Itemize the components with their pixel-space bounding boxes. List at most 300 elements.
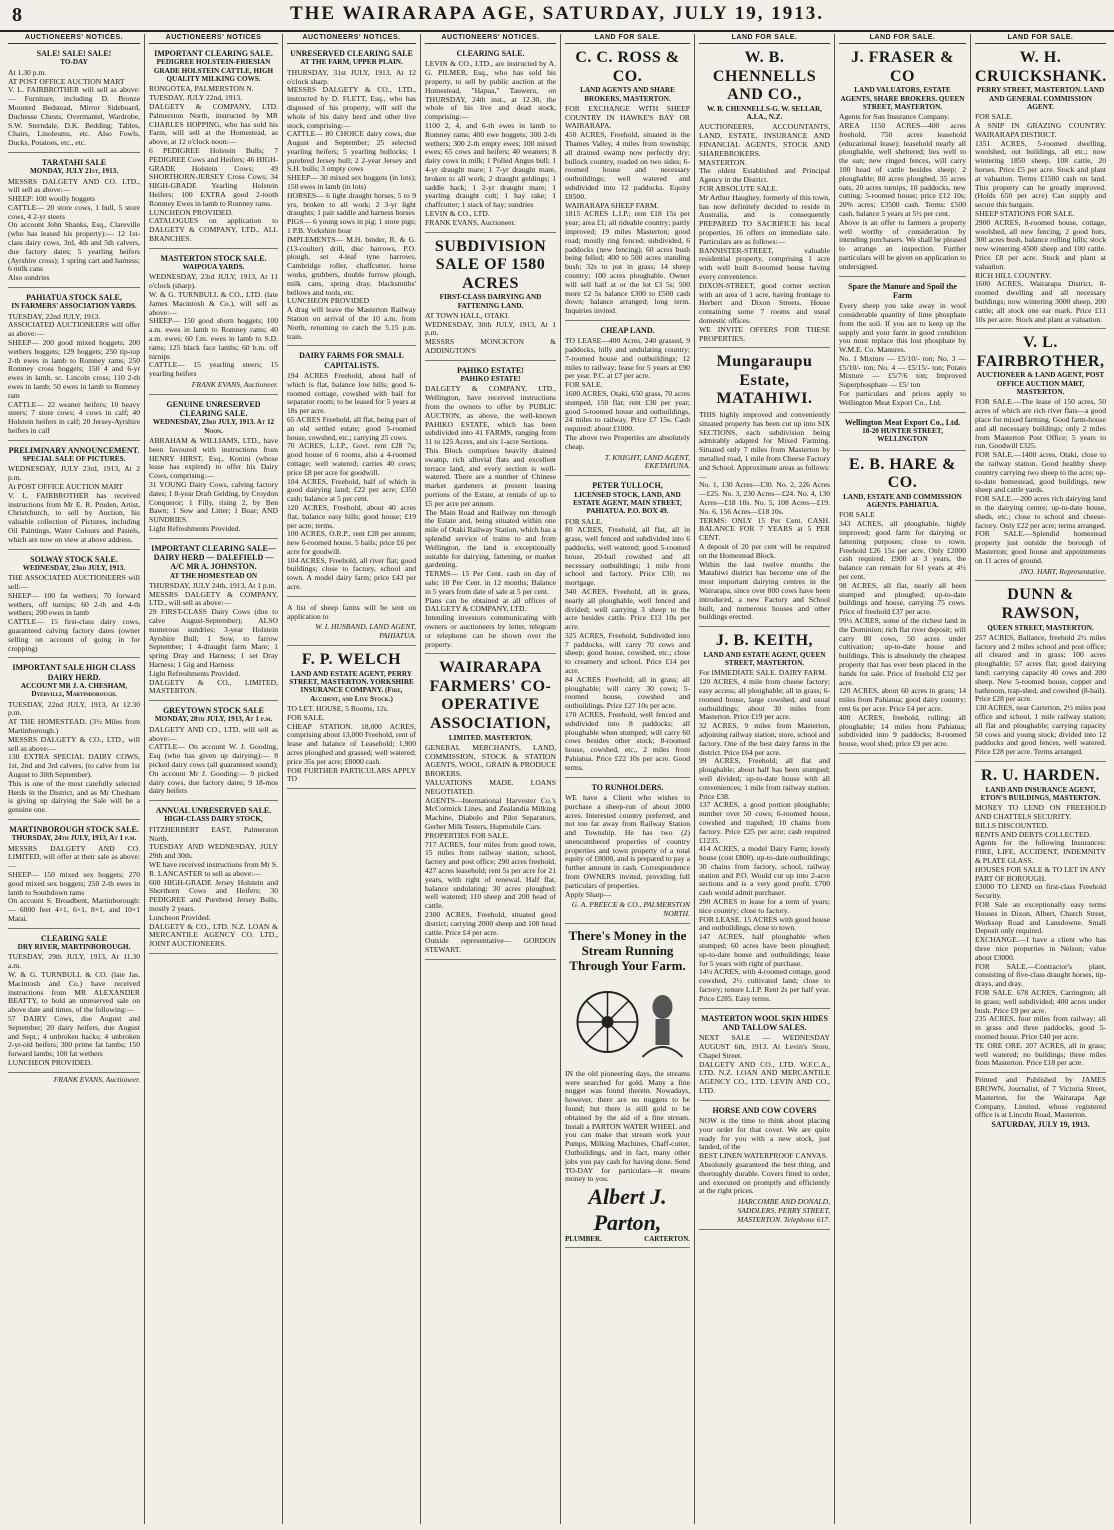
ad-line: For IMMEDIATE SALE. DAIRY FARM. [699,668,827,678]
ad-body [287,69,416,342]
advertisement [699,1104,830,1230]
column-1 [4,34,144,1524]
ad-line: FOR SALE. [975,112,1013,122]
ad-body [425,312,556,356]
ad-line: 194 ACRES Freehold, about half of which is flat, balance low hills; good 6-roomed cottage, cowshed with bail for separator room; to be leased for 5 years at 18s per acre. [287,370,416,416]
ad-line: Luncheon Provided. [149,912,211,922]
ad-line: Absolutely guaranteed the best thing, and thoroughly durable. Covers fitted to order, and executed on promptly and efficiently at the right prices. [699,1160,830,1196]
ad-subtitle: WAIPOUA YARDS. [182,263,245,272]
ad-line: DIXON-STREET, good corner section with an area of 1 acre, having frontage to Herbert and Dixon Streets. House containing some 7 rooms and usual domestic offices. [699,280,830,325]
ad-subtitle: MONDAY, 28th JULY, 1913, At 1 p.m. [154,715,273,724]
advertisement [839,416,966,451]
ad-body [975,113,1106,324]
advertisement [839,280,966,413]
ad-line: DALGETY & COMPANY, LTD., Wellington, have received instructions from the owners to offer by PUBLIC AUCTION, as above, the well-known PAHIKO ESTATE, which has been subdivided into 41 FARMS, ranging from 11 to 125 Acres, and six 1-acre Sections. [425,384,556,447]
ad-line: HOUSES FOR SALE & TO LET IN ANY PART OF BOROUGH. [975,864,1106,883]
ad-line: AT TOWN HALL, OTAKI. [425,310,510,320]
advertisement [975,47,1106,329]
ad-title: CLEARING SALE [40,933,107,943]
ad-signature: FRANK EVANS, Auctioneer. [191,379,278,389]
ad-title: W. B. CHENNELLS AND CO., [712,49,817,104]
ad-line: DALGETY AND CO., LTD. will sell as above:— [149,724,278,743]
ad-title: R. U. HARDEN. [981,767,1100,785]
column-heading: LAND FOR SALE. [839,34,966,44]
ad-subtitle: PERRY STREET, MASTERTON. LAND AND GENERAL COMMISSION AGENT. [976,86,1105,111]
ad-body [425,744,556,955]
ad-title: PAHIATUA STOCK SALE, [26,293,122,303]
ad-line: 104 ACRES, Freehold, all river flat; good buildings; close to factory, school and town. A model dairy farm; price £43 per acre. [287,555,416,592]
ad-line: GENERAL MERCHANTS, LAND, COMMISSION, STOCK & STATION AGENTS, WOOL, GRAIN & PRODUCE BROKERS. [425,742,556,779]
advertisement [565,479,690,777]
ad-line: MASTERTON. [699,157,747,167]
ad-line: RENTS AND DEBTS COLLECTED. [975,829,1092,839]
ad-line: MESSRS DALGETY AND CO. LTD., will sell as above:— [8,176,140,195]
ad-line: 104 ACRES, Freehold, half of which is good dairying land; £22 per acre; £350 cash; balance at 5 per cent. [287,476,416,504]
ad-subtitle: AUCTIONEER & LAND AGENT, POST OFFICE AUCTION MART, MASTERTON. [976,371,1105,397]
ad-line: CATTLE— 80 CHOICE dairy cows, due August and September; 25 selected yearling heifers; 5 yearling bullocks; 1 purebred Jersey bull; 2 2-year Jersey and S.H. bulls; 3 empty cows [287,129,416,174]
newspaper-title: THE WAIRARAPA AGE, SATURDAY, JULY 19, 1913. [289,3,824,24]
ad-line: CATTLE— On account W. J. Gooding, Esq (who has given up dairying):— 8 picked dairy cows (all guaranteed sound); On account Mr J. Gooding:— 9 picked dairy cows, due factory dates; 9 18-mos dairy heifers [149,742,278,796]
ad-line: 31 YOUNG Dairy Cows, calving factory dates; 1 8-year Draft Gelding, by Croydon Conqueror; 1 Filly, rising 2, by Ben Bawn; 1 Sow and Litter; 1 Boar; AND SUNDRIES. [149,479,278,525]
ad-title: Spare the Manure and Spoil the Farm [848,281,957,300]
ad-line: MESSRS DALGETY & COMPANY, LTD., will sell as above:— [149,589,278,608]
ad-line: WEDNESDAY, JULY 23rd, 1913, At 2 p.m. [8,464,140,483]
ad-line: 400 ACRES, freehold, rolling; all ploughable; 14 miles from Pahiatua; subdivided into 9 paddocks; 8-roomed house, wool shed; price £9 per acre. [839,712,966,749]
ad-title: GREYTOWN STOCK SALE [162,706,265,716]
ad-line: AT THE HOMESTEAD. (3½ Miles from Martinborough.) [8,717,140,735]
ad-signature: G. A. PREECE & CO., PALMERSTON NORTH. [571,900,690,919]
ad-body [425,60,556,227]
ad-body [975,398,1106,565]
ad-line: FRANK EVANS, Auctioneer. [425,217,516,227]
ad-line: Agents for the following Insurances: FIRE, LIFE, ACCIDENT, INDEMNITY & PLATE GLASS. [975,838,1106,866]
ad-line: BANNISTER-STREET, valuable residential property, comprising 1 acre with well built 8-roomed house having every convenience. [699,245,830,281]
ad-line: For particulars and prices apply to Wellington Meat Export Co., Ltd. [839,389,966,407]
advertisement [565,47,690,321]
ad-line: DALGETY AND CO., LTD. W.F.C.A., LTD. N.Z. LOAN AND MERCANTILE AGENCY CO., LTD. LEVIN AND CO., LTD. [699,1059,830,1095]
ad-line: SHEEP— 100 fat wethers; 70 forward wethers, off turnips; 60 2-th and 4-th wethers; 200 ewes in lamb [8,590,140,618]
ad-line: 147 ACRES, half ploughable when stumped; 60 acres have been ploughed; up-to-date house and outbuildings; lease for 5 years with right of purchase. [699,932,830,968]
ad-title: UNRESERVED CLEARING SALE [290,49,413,59]
ad-body [8,69,140,148]
ad-body [8,574,140,653]
ad-line: 98 ACRES, all flat, nearly all been stumped and ploughed; up-to-date buildings and house, carrying 75 cows. Price of freehold £37 per acre. [839,580,966,617]
ad-line: TUESDAY AND WEDNESDAY, JULY 29th and 30th. [149,842,278,861]
ad-line: FOR Sale an exceptionally easy terms Houses in Dixon, Albert, Church Street, Worksop Road and Lansdowne. Small Deposit only required. [975,900,1106,936]
advertisement [149,804,278,954]
column-8 [970,34,1110,1524]
ad-body [839,511,966,749]
ad-line: WE have received instructions from Mr S. R. LANCASTER to sell as above:— [149,859,278,878]
ad-title: GENUINE UNRESERVED CLEARING SALE. [166,399,261,418]
advertisement [839,47,966,276]
ad-line: 600 HIGH-GRADE Jersey Holstein and Shorthorn Cows and Heifers; 30 PEDIGREE and Purebred Jersey Bulls, mostly 2 years. [149,877,278,913]
advertisement [287,649,416,789]
advertisement [149,252,278,395]
ad-body [699,123,830,343]
parton-town: CARTERTON. [644,1235,690,1244]
ad-line: FOR SALE. 678 ACRES, Carrington; all in grass; well subdivided; 400 acres under bush. Price £9 per acre. [975,987,1106,1015]
ad-line: LUNCHEON PROVIDED. [149,207,233,217]
advertisement [8,156,140,288]
parton-body: IN the old pioneering days, the streams were searched for gold. Many a fine nugget was found therein. Nowadays, however, there are no nuggets to be found; but there is still gold to be obtained by the aid of a fine stream. Install a PARTON WATER WHEEL and you can make that stream work your Pumps, Milking Machines, Chaff-cutter, Outbuildings, and in fact, many other jobs you pay cash for having done. Send TO-DAY for particulars—it means money to you. [565,1068,690,1184]
ad-subtitle: PEDIGREE HOLSTEIN-FRIESIAN GRADE HOLSTEIN CATTLE, HIGH QUALITY MILKING COWS. [153,58,274,84]
ad-line: TUESDAY, JULY 22nd, 1913. [149,93,243,103]
ad-line: 57 DAIRY Cows, due August and September; 20 dairy heifers, due August and Sept.; 4 unbroken hacks; 4 unbroken 2-yr-old heifers; 300 prime fat lambs; 150 forward lambs; 100 fat wethers [8,1013,140,1059]
ad-line: RICH HILL COUNTRY. [975,270,1052,280]
ad-body [699,411,830,622]
ad-line: IMPLEMENTS— M.H. binder, R. & G. (13-coulter) drill, disc harrows, P.O. plough, set 4-leaf tyne harrows, Cambridge roller, chaffcutter, horse works, grubbers, double furrow plough, milk cans, spring dray, blacksmiths' bellows and tools, etc. [287,234,416,297]
ad-subtitle: 18-20 HUNTER STREET, WELLINGTON [862,426,943,444]
ad-line: 170 ACRES, Freehold, well fenced and subdivided into 8 paddocks; all ploughable when stumped; will carry 60 cows besides other stock; 8-roomed house, cowshed, etc., 2 miles from Pahiatua. Price £22 10s per acre. Good terms. [565,710,690,772]
ad-title: PAHIKO ESTATE! [457,365,524,375]
ad-title: J. B. KEITH, [715,632,814,650]
ad-line: ASSOCIATED AUCTIONEERS will offer as above:— [8,320,140,339]
water-wheel-icon [565,977,690,1067]
ad-line: FOR LEASE. 15 ACRES with good house and outbuildings, close to town. [699,914,830,933]
ad-line: 84 ACRES Freehold; all in grass; all ploughable; will carry 30 cows; 5-roomed house, cowshed and outbuildings. Price £27 10s per acre. [565,674,690,711]
ad-line: TERMS— 15 Per Cent. cash on day of sale; 10 Per Cent. in 12 months; Balance in 5 years from date of sale at 5 per cent. [425,569,556,596]
ad-subtitle: SPECIAL SALE OF PICTURES. [22,455,126,464]
ad-line: FOR SALE.—The lease of 150 acres, 50 acres of which are rich river flats—a good place for mixed farming. Good farm-house and all necessary buildings; only 2 miles from Masterton Post Office; 5 years to run. Goodwill £325. [975,397,1106,451]
ad-title: TARATAHI SALE [41,157,107,167]
ad-line: FITZHERBERT EAST, Palmerston North. [149,824,278,843]
ad-line: 80 ACRES, Freehold, all flat, all in grass, well fenced and subdivided into 6 paddocks, well watered; good 5-roomed house, 20-bail cowshed and all necessary outbuildings; 1 mile from school and factory. Price £30; no mortgage. [565,525,690,588]
ad-line: Apply Sharp— [565,889,612,899]
column-4 [420,34,560,1524]
column-heading: LAND FOR SALE. [699,34,830,44]
ad-line: 130 EXTRA SPECIAL DAIRY COWS, 1st, 2nd and 3rd calvers, (to calve from 1st August to 30th September). [8,752,140,779]
ad-line: 32 ACRES, 9 miles from Masterton, adjoining railway station, store, school and factory. One of the best dairy farms in the district. Price £64 per acre. [699,721,830,757]
ad-line: 130 ACRES, near Carterton, 2½ miles post office and school, 1 mile railway station; all flat and ploughable; carrying capacity 50 cows and young stock; divided into 12 paddocks and good fences, well watered. Price £28 per acre. Terms arranged. [975,703,1106,757]
ad-line: CATTLE— 20 store cows, 1 bull, 5 store cows, 4 2-yr steers [8,202,140,221]
ad-line: SHEEP STATIONS FOR SALE. [975,209,1075,218]
ad-title: SUBDIVISION SALE OF 1580 ACRES [434,237,547,292]
ad-line: FOR SALE [839,510,875,520]
ad-title: C. C. ROSS & CO. [575,49,680,85]
ad-title: MASTERTON STOCK SALE. [160,253,267,263]
ad-line: 235 ACRES, four miles from railway; all in grass and three paddocks, good 5-roomed house. Price £40 per acre. [975,1014,1106,1041]
ad-subtitle: LAND AND INSURANCE AGENT, ETON'S BUILDINGS, MASTERTON. [980,785,1101,802]
ad-line: WAIRARAPA SHEEP FARM. [565,200,659,210]
ad-subtitle: LAND AGENTS AND SHARE BROKERS, MASTERTON. [580,86,675,103]
ad-line: AREA 1150 ACRES—400 acres freehold, 750 acres leasehold (educational lease); leasehold nearly all ploughable, well sheltered; lies well to the sun; new ringed fences, will carry 100 head of cattle besides sheep; 2 ploughable; 80 acres ploughed, 35 acres oats, 20 acres turnips, 10 paddocks, new cutting; 5-roomed house; price £12 10s; 20% acres; £3500 cash. Terms: £500 cash, balance 5 years at 5½ per cent. [839,121,966,218]
ad-line: At 1.30 p.m. [8,67,47,77]
ad-line: MESSRS DALGETY AND CO. LIMITED, will offer at their sale as above:— [8,843,140,871]
ad-line: THURSDAY, 31st JULY, 1913, At 12 o'clock sharp. [287,67,416,86]
ad-line: MESSRS DALGETY & CO., LTD., instructed by D. FLETT, Esq., who has disposed of his property, will sell the whole of his dairy herd and other live stock, comprising:— [287,85,416,130]
ad-body [287,372,416,592]
ad-line: 1815 ACRES L.I.P.; rent £18 15s per year; area £1; all rideable country; partly improved; 19 miles Masterton; good road; mostly ring fenced; subdivided, 6 paddocks (new fencing); 60 acres bush being felled; 400 to 500 acres standing bush; 32s to put in grass; 14 sheep country; 100 acres ploughable. Owner will sell half at or the lot £3 5s; 500 more £2 5s balance £300 to £500 cash down; balance arranged; long term. Inquiries invited. [565,209,690,316]
advertisement [425,47,556,232]
advertisement [149,704,278,801]
parton-trade: PLUMBER. [565,1235,602,1244]
columns-container [4,34,1110,1528]
ad-body [699,1034,830,1096]
ad-line: CATALOGUES on application to DALGETY & COMPANY, LTD., ALL BRANCHES. [149,216,278,243]
ad-body [565,105,690,316]
ad-line: The above two Properties are absolutely cheap. [565,433,690,451]
ad-line: 450 ACRES, Freehold, situated in the Thames Valley, 4 miles from township; all drained swamp now perfectly dry; bullock country, roaded on two sides; 6-roomed house and necessary outbuildings; well watered and subdivided into 12 paddocks. Equity £8500. [565,130,690,201]
ad-line: 340 ACRES, Freehold, all in grass, nearly all ploughable, well fenced and divided; well carrying 3 sheep to the acre besides cattle. Price £13 10s per acre. [565,586,690,632]
ad-subtitle: AT THE HOMESTEAD ON [169,571,258,580]
masthead [0,0,1114,32]
ad-body [565,518,690,773]
ad-subtitle: AT THE FARM, UPPER PLAIN. [300,58,403,67]
ad-line: PIGS— 6 young sows in pig; 1 store pigs; 1 P.B. Yorkshire boar [287,217,416,236]
ad-line: TO LET. HOUSE, 5 Rooms, 12s. [287,703,389,713]
ad-line: LUNCHEON PROVIDED. [8,1057,92,1067]
advertisement [975,765,1106,1073]
ad-line: THE ASSOCIATED AUCTIONEERS will sell:— [8,573,140,592]
advertisement [8,661,140,820]
ad-subtitle: THURSDAY, 24th JULY, 1913, At 1 p.m. [11,834,137,843]
ad-line: 343 ACRES, all ploughable, highly improved; good farm for dairying or fattening purposes; close to town. Freehold £26 15s per acre. Only £2000 cash required. £900 at 3 years, the balance can remain for 61 years at 4½ per cent. [839,519,966,581]
ad-subtitle: MONDAY, JULY 21st, 1913. [29,167,119,176]
ad-body [149,826,278,949]
advertisement [8,444,140,550]
ad-subtitle: LAND AND ESTATE AGENT, QUEEN STREET, MASTERTON. [703,650,826,668]
ad-title: TO RUNHOLDERS. [591,782,664,792]
parton-headline: There's Money in the Stream Running Through Your Farm. [568,928,687,973]
ad-line: TUESDAY, 22nd JULY, 1913. [8,311,101,321]
ad-title: DUNN & RAWSON, [1001,586,1080,622]
ad-signature: W. I. HUSBAND, LAND AGENT, PAHIATUA. [315,622,416,641]
ad-line: 1600 ACRES, Otaki, 650 grass, 70 acres stumped, 150 flat; rent £30 per year; good 5-roomed house and outbuildings, 24 miles to railway. Price £7 15s. Cash required: about £1000. [565,389,690,434]
ad-title: SOLWAY STOCK SALE. [30,554,118,564]
ad-line: At POST OFFICE AUCTION MART [8,482,124,492]
ad-title: J. FRASER & CO [851,49,954,85]
ad-body [149,582,278,696]
printer-imprint: Printed and Published by JAMES BROWN, Journalist, of 7 Victoria Street, Masterton, for the Wairarapa Age Company, Limited, whose registered office is at Lincoln Road, Masterton. [975,1075,1106,1120]
ad-title: PETER TULLOCH, [592,481,663,491]
ad-line: FOR EXCHANGE WITH SHEEP COUNTRY IN HAWKE'S BAY OR WAIRARAPA. [565,103,690,131]
ad-subtitle: LICENSED STOCK, LAND, AND ESTATE AGENT, MAIN STREET, PAHIATUA. P.O. BOX 49. [573,490,682,516]
ad-line: 70 ACRES, L.I.P., Govt. rent £28 7s; good house of 6 rooms, also a 4-roomed cottage; well watered; carries 40 cows; price £8 per acre for goodwill. [287,441,416,477]
advertisement [699,47,830,348]
ad-subtitle: QUEEN STREET, MASTERTON. [987,623,1094,632]
ad-line: 290 ACRES to lease for a term of years; nice country; close to factory. [699,897,830,915]
ad-subtitle: W. B. CHENNELLS-G. W. SELLAR, A.I.A., N.Z. [707,104,822,122]
advertisement [699,1012,830,1101]
ad-line: 100 ACRES, O.R.P., rent £28 per annum; new 6-roomed house, 5 bails; price £6 per acre for goodwill. [287,529,416,556]
ad-line: V. L. FAIRBROTHER has received instructions from Mr E. R. Pruden, Artist, Christchurch, to sell by Auction, his valuable collection of Pictures, including Oil Paintings, Water Colours and Pastels, which are now on view at above address. [8,490,140,544]
ad-subtitle: IN FARMERS' ASSOCIATION YARDS. [11,302,137,311]
ad-line: Light Refreshments Provided. [149,668,241,678]
advertisement [699,630,830,1009]
column-7 [834,34,970,1524]
advertisement [839,454,966,754]
ad-line: The oldest Established and Principal Agency in the District. [699,166,830,185]
ad-title: ANNUAL UNRESERVED SALE. [155,806,272,816]
ad-line: CATTLE— 15 yearling steers; 15 yearling heifers [149,360,278,379]
ad-body [975,634,1106,757]
ad-title: PRELIMINARY ANNOUNCEMENT. [8,445,140,455]
ad-line: CATTLE— 22 weaner heifers; 10 heavy steers; 7 store cows; 4 cows in calf; 40 Holstein heifers in calf; 20 Jersey-Ayrshire heifers in calf [8,399,140,436]
ad-line: FOR SALE.—200 acres rich dairying land in the dairying centre; up-to-date house, sheds, etc.; close to school and cheese-factory. Only £22 per acre; terms arranged. [975,494,1106,530]
ad-title: V. L. FAIRBROTHER, [976,334,1105,370]
ad-line: Above is an offer to farmers a property well worthy of consideration by intending purchasers. We shall be pleased to arrange an inspection. Further particulars will be given on application to undersigned. [839,217,966,271]
column-2 [144,34,282,1524]
ad-line: W. & G. TURNBULL & CO. (late Jas. Macintosh and Co.) have received instructions from MR ALEXANDER BEATTY, to hold an unreserved sale on above date and times, of the following:— [8,969,140,1015]
ad-line: 99 ACRES, Freehold; all flat and ploughable; about half has been stumped; well divided; up-to-date house with all conveniences; 1 mile from railway station. Price £38. [699,756,830,801]
ad-line: TO LEASE—400 Acres, 240 grassed, 9 paddocks, hilly and undulating country; 7-roomed house and outbuildings; 12 miles to railway; lease for 5 years at £90 per year. P.C. at £7 per acre. [565,336,690,381]
ad-line: 414 ACRES, a model Dairy Farm; lovely house (cost £800), up-to-date outbuildings; 30 chains from factory, school, railway station and P.O. Would cut up into 2-acre sections and is a very good profit. £700 cash would admit purchaser. [699,844,830,898]
ad-line: PROPERTIES FOR SALE. [425,830,509,840]
advertisement [425,657,556,960]
column-heading: AUCTIONEERS' NOTICES. [287,34,416,44]
ad-body [149,85,278,243]
ad-body [975,804,1106,1068]
ad-line: MESSRS MONCKTON & ADDINGTON'S [425,337,556,356]
advertisement [287,349,416,596]
ad-subtitle: LIMITED. MASTERTON. [448,733,533,742]
ad-line: TE ORE ORE. 207 ACRES, all in grass; well watered; no buildings; three miles from Masterton. Price £18 per acre. [975,1040,1106,1068]
ad-line: THURSDAY, JULY 24th, 1913, At 1 p.m. [149,580,277,590]
ad-line: A list of sheep farms will be sent on application to [287,602,416,621]
advertisement [287,47,416,346]
ad-line: No. 1 Mixture — £5/10/- ton; No. 3 — £5/10/- ton; No. 4 — £5/15/- ton; Potato Mixture — £5/7/6 ton; Improved Superphosphate — £5/ ton [839,353,966,390]
parton-name: Albert J. Parton, [588,1184,667,1235]
ad-line: 717 ACRES, four miles from good town, 15 miles from railway station, school, factory and post office; 290 acres freehold, 427 acres leasehold; rent 5s per acre for 21 years, with right of renewal. Half flat, balance undulating; 30 acres ploughed; well watered; 110 sheep and 200 head of cattle. [425,839,556,911]
ad-line: Intending investors communicating with owners or auctioneers by letter, telegram or telephone can be shown over the property. [425,613,556,649]
ad-subtitle: DRY RIVER, MARTINBOROUGH. [17,943,131,952]
ad-line: V. L. FAIRBROTHER will sell as above:— Furniture, including D. Bronze Mounted Bedstead, Mirror Sideboard, Duchesse Chests, Overmantel, Wardrobe, S.W. Sterndale, D.K. Bedding; Tables, Chairs, Linoleums, etc. Also Fowls, Ducks, Potatoes, etc., etc. [8,85,140,148]
ad-line: HORSES— 6 light draught horses, 5 to 9 yrs, broken to all work; 2 3-yr light draughts; 1 pair saddle and harness horses [287,190,416,218]
ad-line: FOR SALE. [565,380,603,390]
ad-body [8,313,140,436]
advertisement [8,932,140,1073]
ad-line: AUCTIONEERS, ACCOUNTANTS, LAND, ESTATE, INSURANCE AND FINANCIAL AGENTS, STOCK AND SHAREBROKERS. [699,122,830,158]
advertisement [287,600,416,646]
ad-title: WAIRARAPA FARMERS' CO-OPERATIVE ASSOCIATION, [429,659,552,732]
ad-line: WE have a Client who wishes to purchase a sheep-run of about 3000 acres. Interested country preferred, and not too far away from Railway Station and Township. He has two (2) unencumbered properties of country properties and town property of a total equity of £8000, and is prepared to pay a further amount in cash. Correspondence from OWNERS invited, providing full particulars of properties. [565,792,690,890]
ad-line: WEDNESDAY, 23rd JULY, 1913, At 11 o'clock (sharp). [149,272,278,291]
ad-line: RONGOTEA, PALMERSTON N. [149,84,254,94]
ad-line: Outside representative— GORDON STEWART. [425,936,556,955]
advertisement [975,584,1106,762]
ad-subtitle: HIGH-CLASS DAIRY STOCK, [164,815,263,824]
column-heading: AUCTIONEERS' NOTICES. [8,34,140,44]
ad-line: FOR SALE.—Contractor's plant, consisting of five-class draught horses, tip-drays, and dray. [975,961,1106,989]
ad-line: SHEEP— 200 good mixed hoggets; 200 wethers hoggets; 129 hoggets; 250 tip-top 2-th ewes in lamb to Romney rams; 250 Romney cross hoggets; 150 4 and 6-yr ewes in lamb, sc. Lincoln cross; 110 2-th ewes in lamb; 50 ewes in lamb to Romney ram [8,338,140,400]
ad-line: Every sheep you take away in wool considerable quantity of lime phosphate from the soil. If you are to keep up the supply and your farm in good condition you must replace this lost phosphate by W.M.E. Co. Manures. [839,301,966,355]
ad-body [149,726,278,796]
ad-line: DALGETY & CO., LTD. N.Z. LOAN & MERCANTILE AGENCY CO. LTD., JOINT AUCTIONEERS. [149,921,278,949]
ad-line: SHEEP— 150 mixed sex hoggets; 270 good mixed sex hoggets; 250 2-th ewes in lamb to Southdown rams [8,869,140,897]
advertisement [8,291,140,441]
ad-line: LEVIN & CO., LTD., are instructed by A. G. PILMER, Esq., who has sold his property, to sell by public auction at the Homestead, "Hapua," Tauweru, on THURSDAY, 24th inst., at 12.30, the whole of his live and dead stock, comprising:— [425,59,556,122]
ad-line: This Block comprises heavily drained swamp, rich alluvial flats and excellent terrace land, and every section is well-watered. There are a number of Chinese market gardeners at present leasing portions of the Estate, at rentals of up to £5 per acre per annum. [425,446,556,508]
ad-subtitle: LAND AND ESTATE AGENT, PERRY STREET, MASTERTON. YORKSHIRE INSURANCE COMPANY. (Fire, Accident, and Live Stock.) [289,669,414,703]
ad-title: F. P. WELCH [301,651,402,669]
ad-body [149,273,278,379]
ad-line: 120 ACRES, Freehold, about 40 acres flat, balance easy hills; good house; £19 per acre; terms. [287,502,416,530]
ad-line: Within the last twelve months the Matahiwi district has become one of the most important dairying centres in the Wairarapa, since over 800 cows have been introduced, a new Factory and School built, and numerous houses and other buildings erected. [699,559,830,622]
advertisement [975,332,1106,581]
ad-line: W. & G. TURNBULL & CO., LTD. (late James Macintosh & Co.), will sell as above:— [149,289,278,317]
ad-line: MONEY TO LEND ON FREEHOLD AND CHATTELS SECURITY. [975,803,1106,822]
ad-line: 2900 ACRES, 8-roomed house, cottage, woolshed, all new fencing, 2 good huts, 300 acres bush, balance rolling hills; stock now wintering 4500 sheep and 100 cattle. Price £8 per acre. Stock and plant at valuation. [975,217,1106,271]
column-heading: LAND FOR SALE. [565,34,690,44]
ad-line: FOR ABSOLUTE SALE. [699,184,778,194]
ad-title: IMPORTANT CLEARING SALE. [154,49,273,59]
ad-body [565,337,690,451]
ad-subtitle: ACCOUNT MR J. A. CHESHAM, Dyerville, Martinborough. [20,681,128,699]
advertisement [8,553,140,659]
ad-line: THIS highly improved and conveniently situated property has been cut up into SIX SECTIONS, each subdivision being admirably adapted for Mixed Farming. Situated only 7 miles from Masterton by metalled road, 1 mile from Cheese Factory and School. Approximate areas as follows:— [699,410,830,481]
ad-title: SALE! SALE! SALE! [36,49,112,59]
ad-line: Light Refreshments Provided. [149,523,241,533]
ad-line: BILLS DISCOUNTED. [975,820,1049,830]
ad-body [8,845,140,924]
ad-line: AT POST OFFICE AUCTION MART [8,76,125,86]
advertisement [149,398,278,539]
ad-subtitle: LAND VALUATORS, ESTATE AGENTS, SHARE BROKERS. QUEEN STREET, MASTERTON. [840,86,965,111]
ad-body [8,178,140,284]
ad-line: 257 ACRES, Ballance, freehold 2½ miles factory and 2 miles school and post office; all cleared and in grass; 100 acres ploughable; 57 acres flat; good dairying land; carrying capacity 40 cows and 200 sheep. New 5-roomed house, copper and bathroom, trap-shed, and cowshed (8-bail). Price £28 per acre. [975,632,1106,704]
ad-title: CHEAP LAND. [600,326,655,336]
ad-signature: T. KNIGHT, LAND AGENT, EKETAHUNA. [604,452,690,471]
ad-line: TUESDAY, 22nd JULY, 1913, At 12.30 p.m. [8,699,140,718]
ad-line: 120 ACRES, about 60 acres in grass; 14 miles from Pahiatua; good dairy country; rent 6s per acre. Price £4 per acre. [839,686,966,713]
ad-body [287,604,416,622]
ad-title: MASTERTON WOOL SKIN HIDES AND TALLOW SALES. [701,1013,828,1032]
ad-body [839,113,966,271]
ad-subtitle: WEDNESDAY, 23rd JULY, 1913. At 12 Noon. [152,418,275,435]
advertisement [565,781,690,924]
ad-title: MARTINBOROUGH STOCK SALE. [9,824,139,834]
ad-line: Plans can be obtained at all offices of DALGETY & COMPANY, LTD. [425,595,556,614]
ad-line: FOR SALE.—1400 acres, Otaki, close to the railway station. Good healthy sheep country carrying two sheep to the acre; up-to-date homestead, good buildings, new sheep and cattle yards. [975,450,1106,495]
ad-line: TUESDAY, 29th JULY, 1913, At 11.30 a.m. [8,952,140,971]
ad-line: 65 ACRES Freehold, all flat, being part of an old settled estate; good 5-roomed house, cowshed, etc.; carrying 25 cows. [287,414,416,442]
ad-line: On account S. Broadbent, Martinborough:— 6000 feet 4×1, 6×1, 8×1, and 10×1 Matai. [8,896,140,923]
ad-subtitle: FIRST-CLASS DAIRYING AND FATTENING LAND. [439,293,542,310]
ad-line: A drag will leave the Masterton Railway Station on arrival of the 10 a.m. from North, returning to catch the 5.15 p.m. train. [287,305,416,341]
ad-line: SHEEP— 150 good shorn hoggets; 100 a.m. ewes in lamb to Romney rams; 40 a.m. ewes; 60 f.m. ewes in lamb to S.D. rams; 125 black face lambs; 60 b.m. off turnips [149,316,278,361]
ad-line: BEST LINEN WATERPROOF CANVAS. [699,1151,828,1161]
ad-line: ABRAHAM & WILLIAMS, LTD., have been favoured with instructions from HENRY HIRST, Esq., Konini (whose lease has expired) to offer his Dairy Cows, comprising:— [149,435,278,481]
ad-line: Mr Arthur Haughey, formerly of this town, has now definitely decided to reside in Australia, and is consequently PREPARED TO SACRIFICE his local properties, 16 offers on immediate sale. Particulars are as follows:— [699,192,830,246]
ad-line: A deposit of 20 per cent will be required on the Homestead Block. [699,541,830,560]
column-5 [560,34,694,1524]
ad-line: FOR SALE. [565,516,603,526]
advertisement [425,364,556,655]
advertisement [149,47,278,249]
ad-line: TERMS: ONLY 15 Per Cent. CASH. BALANCE FOR 7 YEARS at 5 PER CENT. [699,515,830,543]
ad-line: 1600 ACRES, Wairarapa District, 8-roomed dwelling and all necessary buildings; now wintering 3000 sheep, 200 cattle; all stock one ear mark. Price £11 10s per acre. Stock and plant at valuation. [975,279,1106,324]
ad-subtitle: TO-DAY [60,58,88,67]
ad-body [699,669,830,1003]
advertisement [149,542,278,702]
column-heading: AUCTIONEERS' NOTICES [149,34,278,44]
ad-subtitle: LAND, ESTATE AND COMMISSION AGENTS. PAHIATUA. [843,492,962,510]
ad-subtitle: PAHIKO ESTATE! [460,375,521,384]
ad-line: A SNIP IN GRAZING COUNTRY. WAIRARAPA DISTRICT. [975,121,1106,139]
ad-line: £3000 TO LEND on first-class Freehold Security. [975,882,1106,901]
advertisement [565,324,690,476]
ad-line: WEDNESDAY, 30th JULY, 1913, At 1 p.m. [425,319,556,338]
ad-line: CHEAP STATION. 18,000 ACRES, comprising about 13,000 Freehold, rent of lease and balance of Leasehold; 1,900 acres ploughed and grassed; well watered; price 35s per acre; £8000 cash. [287,721,416,766]
ad-line: FOR SALE. [287,712,325,722]
ad-body [565,794,690,900]
ad-line: FOR SALE.—Splendid homestead property just outside the borough of Masterton; good house and appointments on 11 acres of ground. [975,529,1106,565]
ad-line: NOW is the time to think about placing your order for that cover. We are quite ready for you with a new stock, just landed, of the [699,1116,830,1152]
ad-title: W. H. CRUICKSHANK. [975,49,1107,85]
ad-title: HORSE AND COW COVERS [712,1105,817,1115]
ad-signature: JNO. HART, Representative. [1019,566,1106,576]
